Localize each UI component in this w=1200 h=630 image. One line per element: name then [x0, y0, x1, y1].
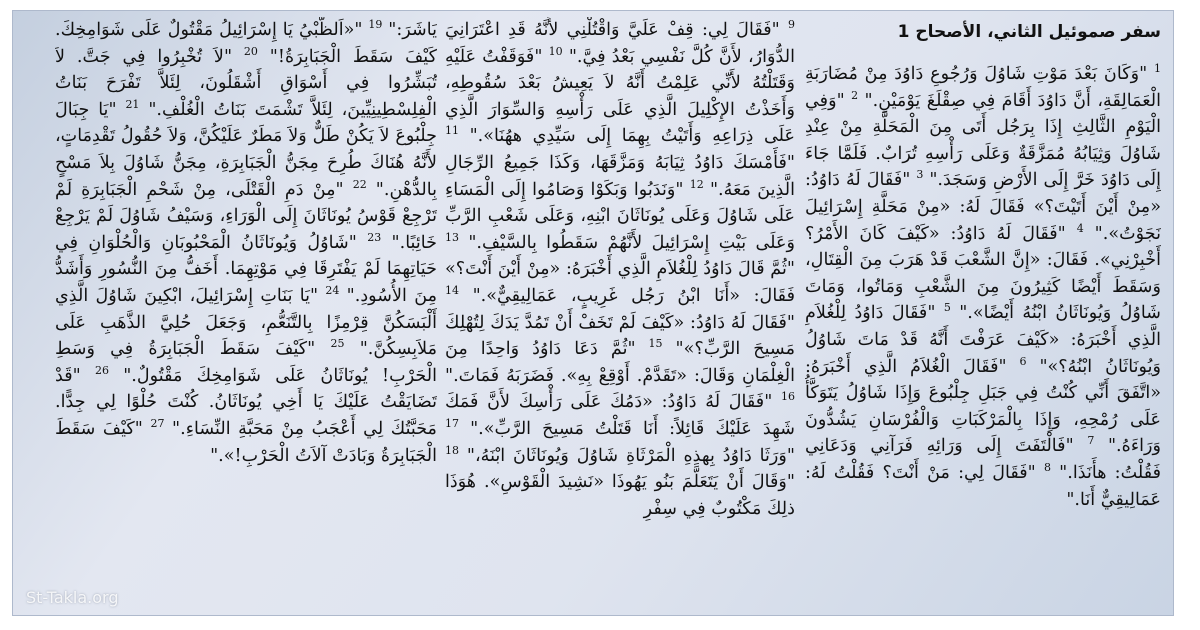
verse-number: 5 [943, 301, 951, 315]
verse-number: 18 [445, 443, 459, 457]
verse-text: "فَالْتَفَتَ إِلَى وَرَائِهِ فَرَآنِي وَدَعَانِي فَقُلْتُ: هأَنَذَا." [805, 436, 1161, 483]
verse-number: 12 [689, 177, 704, 191]
verse-text: "فَقَالَ الْغُلاَمُ الَّذِي أَخْبَرَهُ: «اتَّفَقَ أَنِّي كُنْتُ فِي جَبَلِ جِلْبُوعَ وَإِذَا شَاوُلُ يَتَوَكَّأُ عَلَى رُمْحِهِ، وَإِذَا بِالْمَرْكَبَاتِ وَالْفُرْسَانِ يَشُدُّونَ وَرَاءَهُ." [805, 356, 1161, 457]
verse-number: 10 [548, 44, 563, 58]
verse-text: "وَنَدَبُوا وَبَكَوْا وَصَامُوا إِلَى الْمَسَاءِ عَلَى شَاوُلَ وَعَلَى يُونَاثَانَ ابْنِهِ، وَعَلَى شَعْبِ الرَّبِّ وَعَلَى بَيْتِ إِسْرَائِيلَ لأَنَّهُمْ سَقَطُوا بِالسَّيْفِ." [445, 179, 795, 253]
verse-text: "كَيْفَ سَقَطَ الْجَبَابِرَةُ فِي وَسَطِ الْحَرْبِ! يُونَاثَانُ عَلَى شَوَامِخِكَ مَقْتُولٌ." [55, 339, 437, 386]
verse-number: 1 [1154, 62, 1161, 76]
verse-text: "ثُمَّ قَالَ دَاوُدُ لِلْغُلاَمِ الَّذِي أَخْبَرَهُ: «مِنْ أَيْنَ أَنْتَ؟» فَقَالَ: «أَنَا ابْنُ رَجُل غَرِيبٍ، عَمَالِيقِيٌّ»." [445, 259, 795, 306]
verse-number: 26 [94, 363, 109, 377]
verse-number: 17 [445, 417, 459, 431]
verse-number: 22 [352, 177, 367, 191]
verse-text: "وَكَانَ بَعْدَ مَوْتِ شَاوُلَ وَرُجُوعِ دَاوُدَ مِنْ مُضَارَبَةِ الْعَمَالِقَةِ، أَنَّ دَاوُدَ أَقَامَ فِي صِقْلَغَ يَوْمَيْنِ." [805, 64, 1161, 111]
verses-right [805, 61, 1161, 513]
verse-number: 21 [125, 97, 140, 111]
verse-text: "وَقَالَ أَنْ يَتَعَلَّمَ بَنُو يَهُوذَا «نَشِيدَ الْقَوْسِ». هُوَذَا ذلِكَ مَكْتُوبٌ فِي سِفْرِ [445, 472, 795, 519]
verse-number: 23 [367, 230, 382, 244]
verse-text: "ثُمَّ دَعَا دَاوُدُ وَاحِدًا مِنَ الْغِلْمَانِ وَقَالَ: «تَقَدَّمْ. أَوْقِعْ بِهِ». فَضَرَبَهُ فَمَاتَ." [445, 339, 795, 386]
scripture-panel [12, 10, 1174, 616]
verse-number: 25 [330, 337, 345, 351]
verse [382, 20, 437, 40]
verse-number: 11 [445, 124, 459, 138]
verse-text: "فَقَالَ لِي: قِفْ عَلَيَّ وَاقْتُلْنِي لأَنَّهُ قَدِ اعْتَرَانِيَ الدُّوَارُ، لأَنَّ كُلَّ نَفْسِي بَعْدُ فِيَّ." [445, 20, 795, 67]
verse-text: "فَقَالَ لَهُ دَاوُدُ: «كَيْفَ كَانَ الأَمْرُ؟ أَخْبِرْنِي». فَقَالَ: «إِنَّ الشَّعْبَ قَدْ هَرَبَ مِنَ الْقِتَالِ، وَسَقَطَ أَيْضًا كَثِيرُونَ مِنَ الشَّعْبِ وَمَاتُوا، وَمَاتَ شَاوُلُ وَيُونَاثَانُ ابْنُهُ أَيْضًا»." [805, 223, 1161, 324]
verse-text: "فَقَالَ لَهُ دَاوُدُ: «دَمُكَ عَلَى رَأْسِكَ لأَنَّ فَمَكَ شَهِدَ عَلَيْكَ قَائِلاً: أَنَا قَتَلْتُ مَسِيحَ الرَّبِّ»." [445, 392, 795, 439]
verse-number: 15 [648, 337, 663, 351]
text-column-middle [445, 17, 795, 607]
verse-number: 27 [150, 417, 165, 431]
chapter-title: سفر صموئيل الثاني، الأصحاح 1 [897, 22, 1161, 42]
verse-text: "قَدْ تَضَايَقْتُ عَلَيْكَ يَا أَخِي يُونَاثَانُ. كُنْتَ حُلْوًا لِي جِدًّا. مَحَبَّتُكَ لِي أَعْجَبُ مِنْ مَحَبَّةِ النِّسَاءِ." [55, 365, 437, 439]
verse [445, 392, 795, 439]
verse-number: 19 [368, 18, 383, 32]
verse-text: "يَا بَنَاتِ إِسْرَائِيلَ، ابْكِينَ شَاوُلَ الَّذِي أَلْبَسَكُنَّ قِرْمِزًا بِالتَّنَعُّمِ، وَجَعَلَ حُلِيَّ الذَّهَبِ عَلَى مَلاَبِسِكُنَّ." [55, 285, 437, 360]
verses-middle [445, 17, 795, 522]
verse-text: "فَقَالَ لِي: مَنْ أَنْتَ؟ فَقُلْتُ لَهُ: عَمَالِيقِيٌّ أَنَا." [805, 462, 1161, 510]
verse-text: "كَيْفَ سَقَطَ الْجَبَابِرَةُ وَبَادَتْ آلاَتُ الْحَرْبِ!»." [55, 418, 437, 466]
verse-number: 6 [1019, 354, 1027, 368]
verses-left [55, 17, 437, 469]
verse-number: 13 [445, 230, 459, 244]
verse-text: "لاَ تُخْبِرُوا فِي جَتَّ. لاَ تُبَشِّرُوا فِي أَسْوَاقِ أَشْقَلُونَ، لِئَلاَّ تَفْرَحَ بَنَاتُ الْفِلِسْطِينِيِّينَ، لِئَلاَّ تَشْمَتَ بَنَاتُ الْغُلْفِ." [55, 46, 437, 120]
verse-text: "شَاوُلُ وَيُونَاثَانُ الْمَحْبُوبَانِ وَالْحُلْوَانِ فِي حَيَاتِهِمَا لَمْ يَفْتَرِقَا فِي مَوْتِهِمَا. أَخَفُّ مِنَ النُّسُورِ وَأَشَدُّ مِنَ الأُسُودِ." [55, 232, 437, 306]
verse-number: 3 [916, 168, 924, 182]
verse-number: 9 [788, 18, 795, 32]
verse-text: يَاشَرَ:" [388, 20, 437, 40]
verse-text: "مِنْ دَمِ الْقَتْلَى، مِنْ شَحْمِ الْجَبَابِرَةِ لَمْ تَرْجِعْ قَوْسُ يُونَاثَانَ إِلَى الْوَرَاءِ، وَسَيْفُ شَاوُلَ لَمْ يَرْجِعْ خَائِبًا." [55, 179, 437, 253]
verse-text: "فَوَقَفْتُ عَلَيْهِ وَقَتَلْتُهُ لأَنِّي عَلِمْتُ أَنَّهُ لاَ يَعِيشُ بَعْدَ سُقُوطِهِ، وَأَخَذْتُ الإِكْلِيلَ الَّذِي عَلَى رَأْسِهِ وَالسِّوَارَ الَّذِي عَلَى ذِرَاعِهِ وَأَتَيْتُ بِهِمَا إِلَى سَيِّدِي ههُنَا»." [445, 46, 795, 147]
verse-text: "فَقَالَ لَهُ دَاوُدُ: «كَيْفَ لَمْ تَخَفْ أَنْ تَمُدَّ يَدَكَ لِتُهْلِكَ مَسِيحَ الرَّبِّ؟»" [445, 312, 795, 360]
verse-number: 8 [1043, 461, 1051, 475]
verse-number: 20 [243, 44, 258, 58]
text-column-left [55, 17, 437, 607]
verse-text: "فَأَمْسَكَ دَاوُدُ ثِيَابَهُ وَمَزَّقَهَا، وَكَذَا جَمِيعُ الرِّجَالِ الَّذِينَ مَعَهُ." [445, 152, 795, 200]
verse-text: "وَفِي الْيَوْمِ الثَّالِثِ إِذَا بِرَجُل أَتَى مِنَ الْمَحَلَّةِ مِنْ عِنْدِ شَاوُلَ وَثِيَابُهُ مُمَزَّقَةٌ وَعَلَى رَأْسِهِ تُرَابٌ. فَلَمَّا جَاءَ إِلَى دَاوُدَ خَرَّ إِلَى الأَرْضِ وَسَجَدَ." [805, 90, 1161, 191]
text-column-right [805, 17, 1161, 607]
verse [805, 64, 1161, 111]
verse-number: 7 [1087, 434, 1095, 448]
verse-number: 16 [781, 390, 795, 404]
verse-text: "فَقَالَ لَهُ دَاوُدُ: «مِنْ أَيْنَ أَتَيْتَ؟» فَقَالَ لَهُ: «مِنْ مَحَلَّةِ إِسْرَائِيلَ نَجَوْتُ»." [805, 170, 1161, 244]
verse-number: 2 [851, 88, 859, 102]
verse-text: "«اَلظَّبْيُ يَا إِسْرَائِيلُ مَقْتُولٌ عَلَى شَوَامِخِكَ. كَيْفَ سَقَطَ الْجَبَابِرَةُ!" [55, 20, 437, 67]
site-watermark: St-Takla.org [26, 588, 119, 607]
verse-text: "وَرَثَا دَاوُدُ بِهذِهِ الْمَرْثَاةِ شَاوُلَ وَيُونَاثَانَ ابْنَهُ،" [466, 445, 795, 466]
verse-text: "يَا جِبَالَ جِلْبُوعَ لاَ يَكُنْ طَلٌّ وَلاَ مَطَرٌ عَلَيْكُنَّ، وَلاَ حُقُولُ تَقْدِمَاتٍ، لأَنَّهُ هُنَاكَ طُرِحَ مِجَنُّ الْجَبَابِرَةِ، مِجَنُّ شَاوُلَ بِلاَ مَسْحٍ بِالدُّهْنِ." [55, 99, 437, 200]
verse-number: 14 [445, 284, 459, 298]
verse-number: 24 [325, 284, 340, 298]
verse-text: "فَقَالَ دَاوُدُ لِلْغُلاَمِ الَّذِي أَخْبَرَهُ: «كَيْفَ عَرَفْتَ أَنَّهُ قَدْ مَاتَ شَاوُلُ وَيُونَاثَانُ ابْنُهُ؟»" [805, 303, 1161, 377]
verse-number: 4 [1076, 221, 1084, 235]
